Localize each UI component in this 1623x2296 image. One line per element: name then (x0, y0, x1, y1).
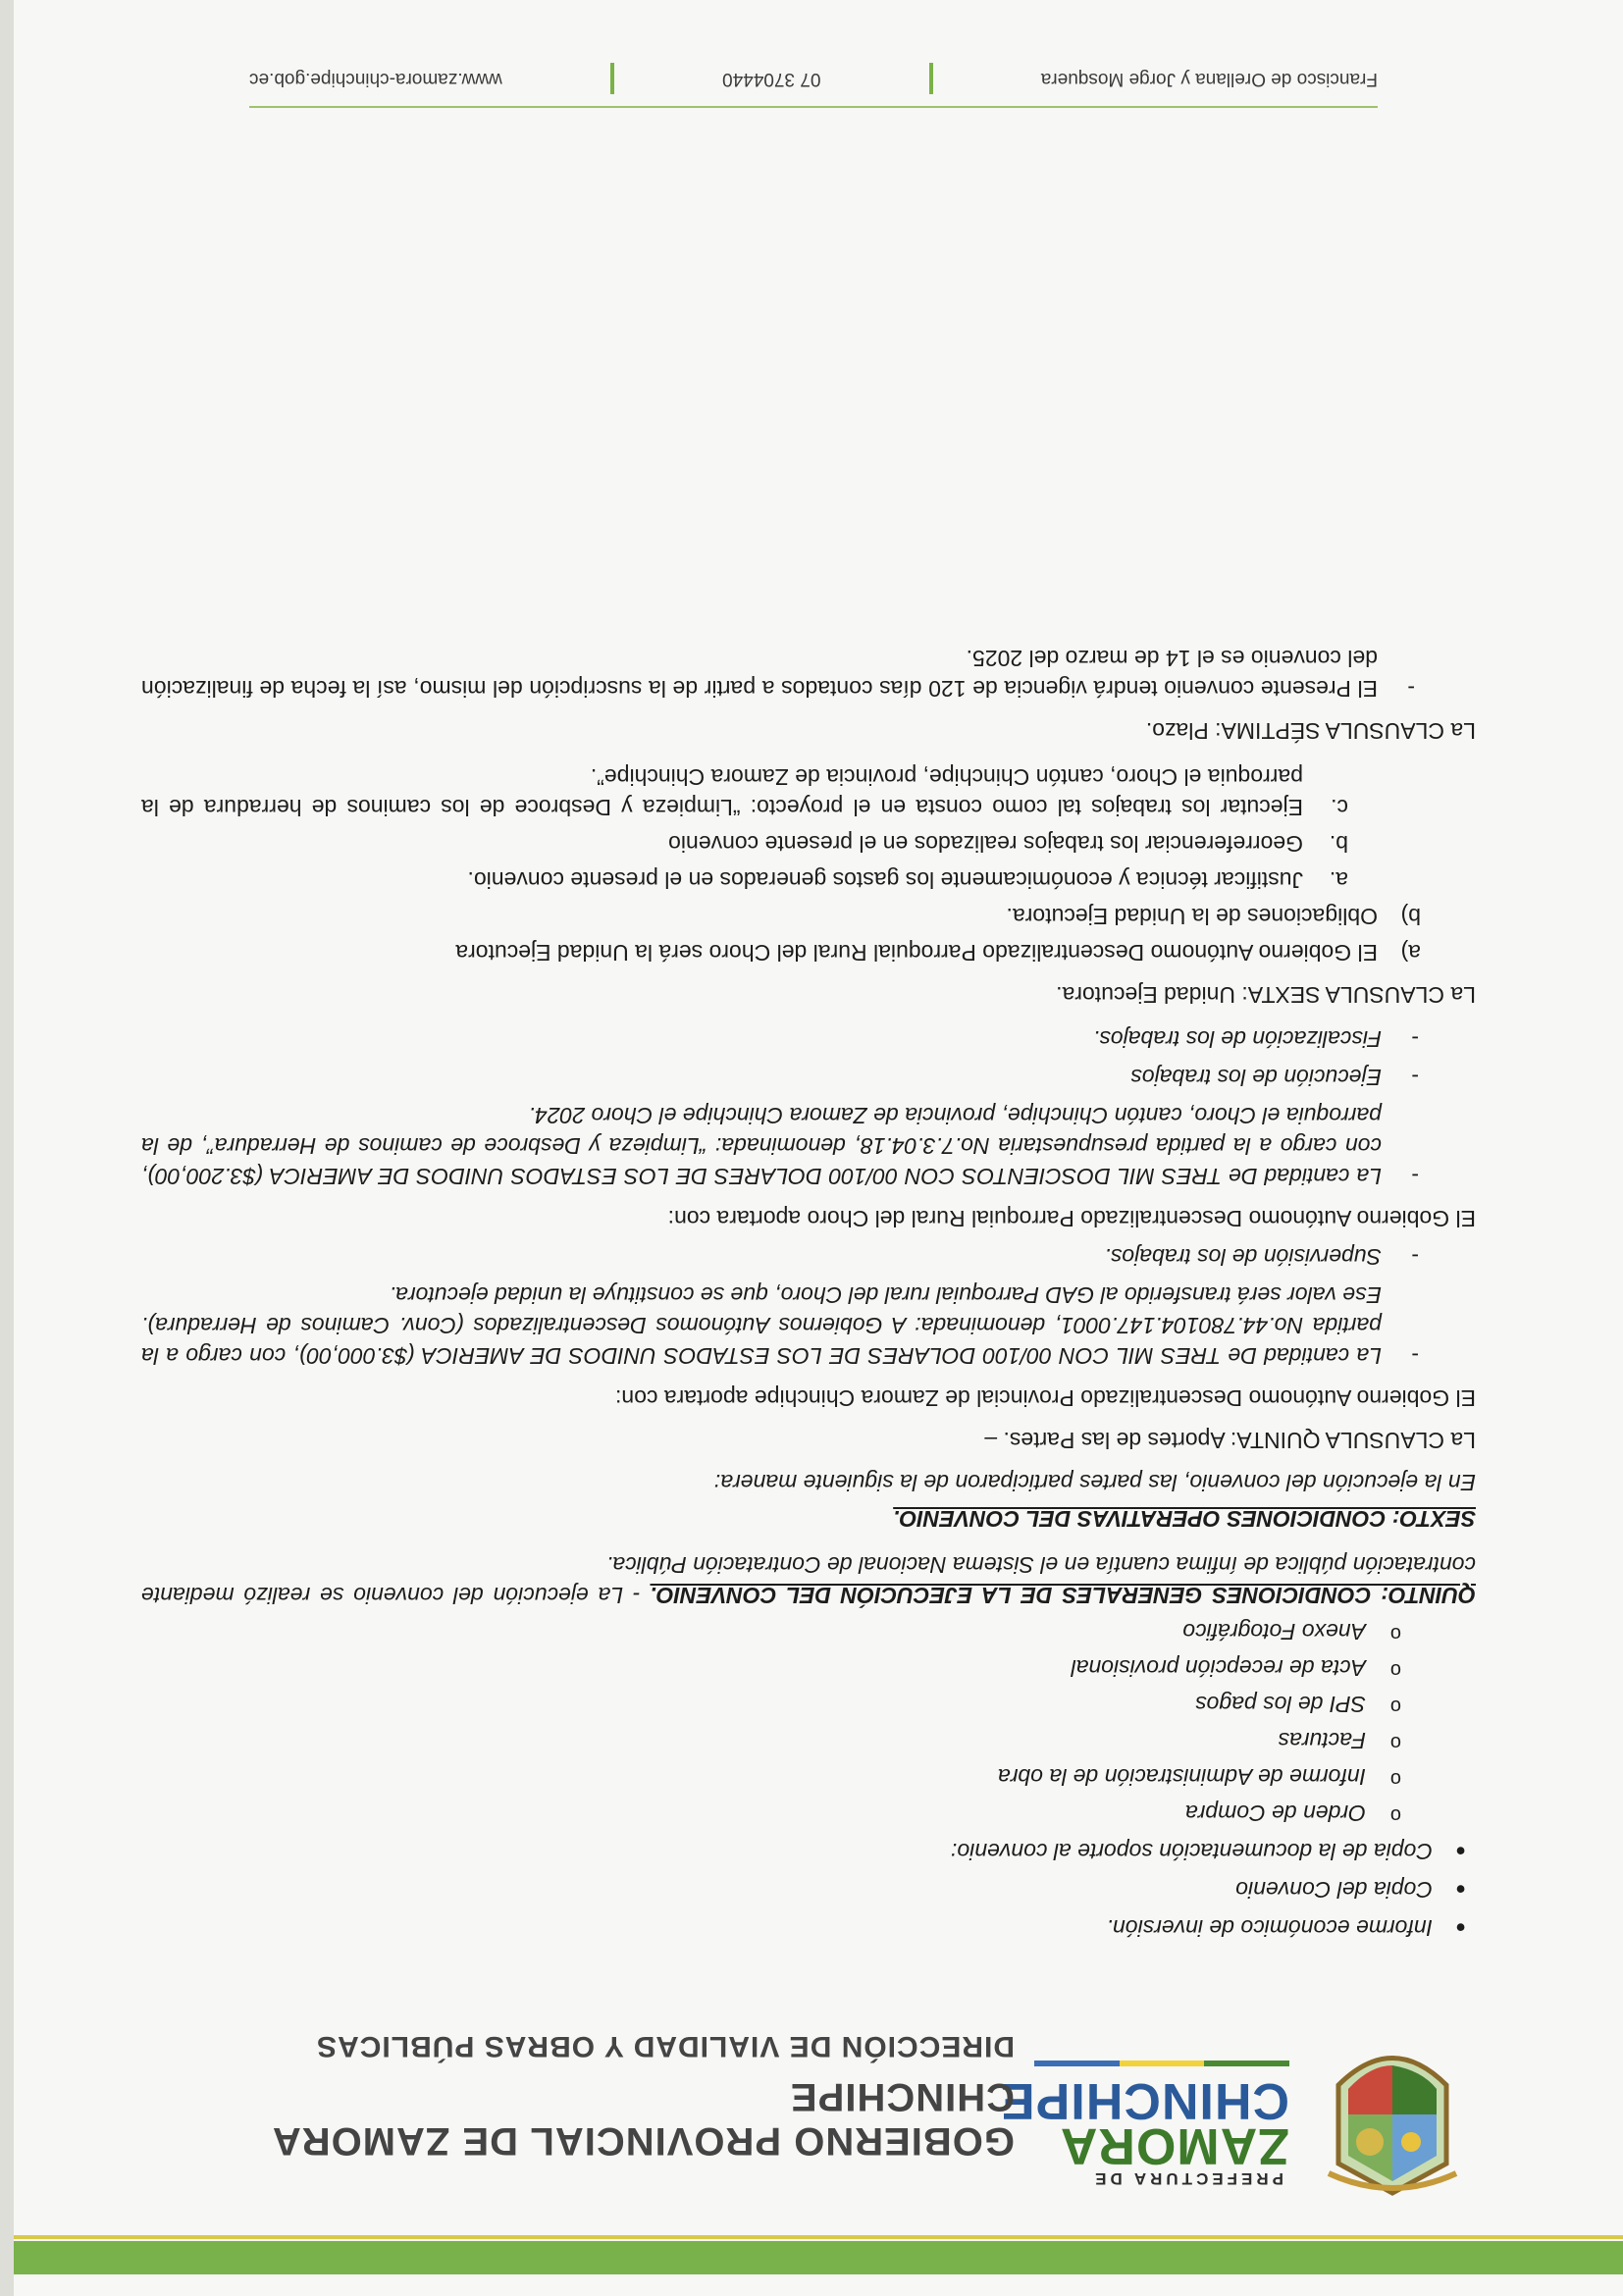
sexto-text: En la ejecución del convenio, las partes participaron de la siguiente manera: (713, 1470, 1476, 1495)
letterhead-footer (249, 63, 1378, 108)
direccion-subtitle: DIRECCIÓN DE VIALIDAD Y OBRAS PÚBLICAS (316, 2030, 1015, 2062)
prefectura-shield-logo (1319, 2026, 1466, 2203)
obligation-a-text: Justificar técnica y económicamente los gastos generados en el presente convenio. (467, 867, 1303, 893)
list-item: o Orden de Compra (141, 1798, 1476, 1828)
footer-color-bar (0, 2227, 1623, 2296)
chinchipe-wordmark: CHINCHIPE (999, 2072, 1289, 2129)
obligation-b: b. Georreferenciar los trabajos realizados en el presente convenio (668, 831, 1348, 857)
obligation-c-text: Ejecutar los trabajos tal como consta en el proyecto: “Limpieza y Desbroce de los caminos de herradura de la parroquia el Choro, cantón Chinchipe, provincia de Zamora Chinchipe”. (141, 764, 1303, 820)
list-item: o Informe de Administración de la obra (141, 1761, 1476, 1792)
clausula-quinta: La CLAUSULA QUINTA: Aportes de las Partes. – (984, 1428, 1476, 1453)
aporte-provincial-text: La cantidad De TRES MIL CON 00/100 DOLARES DE LOS ESTADOS UNIDOS DE AMERICA ($3.000,00), con cargo a la partida No.44.780104.147.0001, denominada: A Gobiernos Autónomos Descentralizados (Conv. Caminos de Herradura). Ese valor será transferido al GAD Parroquial rural del Choro, que se constituye la unidad ejecutora. (141, 1282, 1382, 1369)
quinto-text: - La ejecución del convenio se realizó mediante contratación pública de ínfima cuantía en el Sistema Nacional de Contratación Pública. (141, 1552, 1476, 1608)
supervision-text: Supervisión de los trabajos. (1104, 1244, 1382, 1270)
ejecucion-item: - Ejecución de los trabajos (1130, 1065, 1419, 1090)
list-item: ● Copia del Convenio (141, 1874, 1476, 1905)
obligation-c: c. Ejecutar los trabajos tal como consta en el proyecto: “Limpieza y Desbroce de los caminos de herradura de la parroquia el Choro, cantón Chinchipe, provincia de Zamora Chinchipe”. (141, 764, 1348, 820)
list-item: o SPI de los pagos (141, 1689, 1476, 1719)
footer-website: www.zamora-chinchipe.gob.ec (249, 69, 502, 89)
prefectura-label: PREFECTURA DE (1091, 2169, 1283, 2188)
plazo-item: - El Presente convenio tendrá vigencia de 120 días contados a partir de la suscripción del mismo, así la fecha de finalización del convenio es el 14 de marzo del 2025. (141, 646, 1415, 702)
plazo-text: El Presente convenio tendrá vigencia de 120 días contados a partir de la suscripción del mismo, así la fecha de finalización del convenio es el 14 de marzo del 2025. (141, 646, 1378, 702)
gad-parroquial-aporte-heading: El Gobierno Autónomo Descentralizado Parroquial Rural del Choro aportara con: (667, 1206, 1476, 1231)
aporte-parroquial-text: La cantidad De TRES MIL DOSCIENTOS CON 00/100 DOLARES DE LOS ESTADOS UNIDOS DE AMERICA ($3.200,00), con cargo a la partida presupuestaria No.7.3.04.18, denominada: “Limpieza y Desbroce de caminos de Herradura”, de la parroquia el Choro, cantón Chinchipe, provincia de Zamora Chinchipe el Choro 2024. (141, 1103, 1382, 1189)
document-body (141, 635, 1476, 1943)
aporte-provincial-item: - La cantidad De TRES MIL CON 00/100 DOLARES DE LOS ESTADOS UNIDOS DE AMERICA ($3.000,00), con cargo a la partida No.44.780104.147.0001, denominada: A Gobiernos Autónomos Descentralizados (Conv. Caminos de Herradura). Ese valor será transferido al GAD Parroquial rural del Choro, que se constituye la unidad ejecutora. (141, 1282, 1419, 1369)
item-a-text: El Gobierno Autónomo Descentralizado Parroquial Rural del Choro será la Unidad Ejecutora (455, 940, 1378, 965)
list-item: ● Copia de la documentación soporte al convenio: (141, 1836, 1476, 1866)
sub-bullet-list (141, 1616, 1476, 1828)
footer-separator (610, 63, 614, 94)
item-a: a) El Gobierno Autónomo Descentralizado Parroquial Rural del Choro será la Unidad Ejecutora (455, 940, 1421, 965)
letterhead-title (151, 2029, 1015, 2163)
prefectura-wordmark (1000, 2061, 1289, 2188)
footer-separator (929, 63, 933, 94)
quinto-section (141, 1549, 1476, 1610)
list-item: o Facturas (141, 1725, 1476, 1755)
scan-edge (0, 0, 14, 2296)
obligation-a: a. Justificar técnica y económicamente los gastos generados en el presente convenio. (467, 867, 1348, 893)
item-b: b) Obligaciones de la Unidad Ejecutora. (1006, 904, 1421, 929)
brand-color-strip (1034, 2061, 1289, 2066)
gobierno-title: GOBIERNO PROVINCIAL DE ZAMORA CHINCHIPE (273, 2075, 1015, 2163)
list-item: o Acta de recepción provisional (141, 1652, 1476, 1683)
bullet-list (141, 1836, 1476, 1943)
gad-provincial-aporte-heading: El Gobierno Autónomo Descentralizado Provincial de Zamora Chinchipe aportara con: (614, 1385, 1476, 1411)
footer-phone: 07 3704440 (722, 69, 821, 89)
footer-address: Francisco de Orellana y Jorge Mosquera (1040, 69, 1378, 89)
aporte-parroquial-item: - La cantidad De TRES MIL DOSCIENTOS CON 00/100 DOLARES DE LOS ESTADOS UNIDOS DE AMERICA ($3.200,00), con cargo a la partida presupuestaria No.7.3.04.18, denominada: “Limpieza y Desbroce de caminos de Herradura”, de la parroquia el Choro, cantón Chinchipe, provincia de Zamora Chinchipe el Choro 2024. (141, 1103, 1419, 1189)
list-item: o Anexo Fotográfico (141, 1616, 1476, 1646)
fiscalizacion-text: Fiscalización de los trabajos. (1092, 1026, 1382, 1052)
ejecucion-text: Ejecución de los trabajos (1130, 1065, 1382, 1090)
sexto-title: SEXTO: CONDICIONES OPERATIVAS DEL CONVENIO. (893, 1506, 1476, 1532)
fiscalizacion-item: - Fiscalización de los trabajos. (1092, 1026, 1419, 1052)
clausula-septima: La CLAUSULA SÉPTIMA: Plazo. (1145, 718, 1476, 744)
obligation-b-text: Georreferenciar los trabajos realizados en el presente convenio (668, 831, 1303, 857)
clausula-sexta: La CLAUSULA SEXTA: Unidad Ejecutora. (1056, 982, 1476, 1008)
item-b-text: Obligaciones de la Unidad Ejecutora. (1006, 904, 1378, 929)
quinto-title: QUINTO: CONDICIONES GENERALES DE LA EJECUCIÓN DEL CONVENIO. (650, 1583, 1476, 1608)
list-item: ● Informe económico de inversión. (141, 1912, 1476, 1943)
zamora-wordmark: ZAMORA (1059, 2117, 1289, 2174)
supervision-item: - Supervisión de los trabajos. (1104, 1244, 1419, 1270)
